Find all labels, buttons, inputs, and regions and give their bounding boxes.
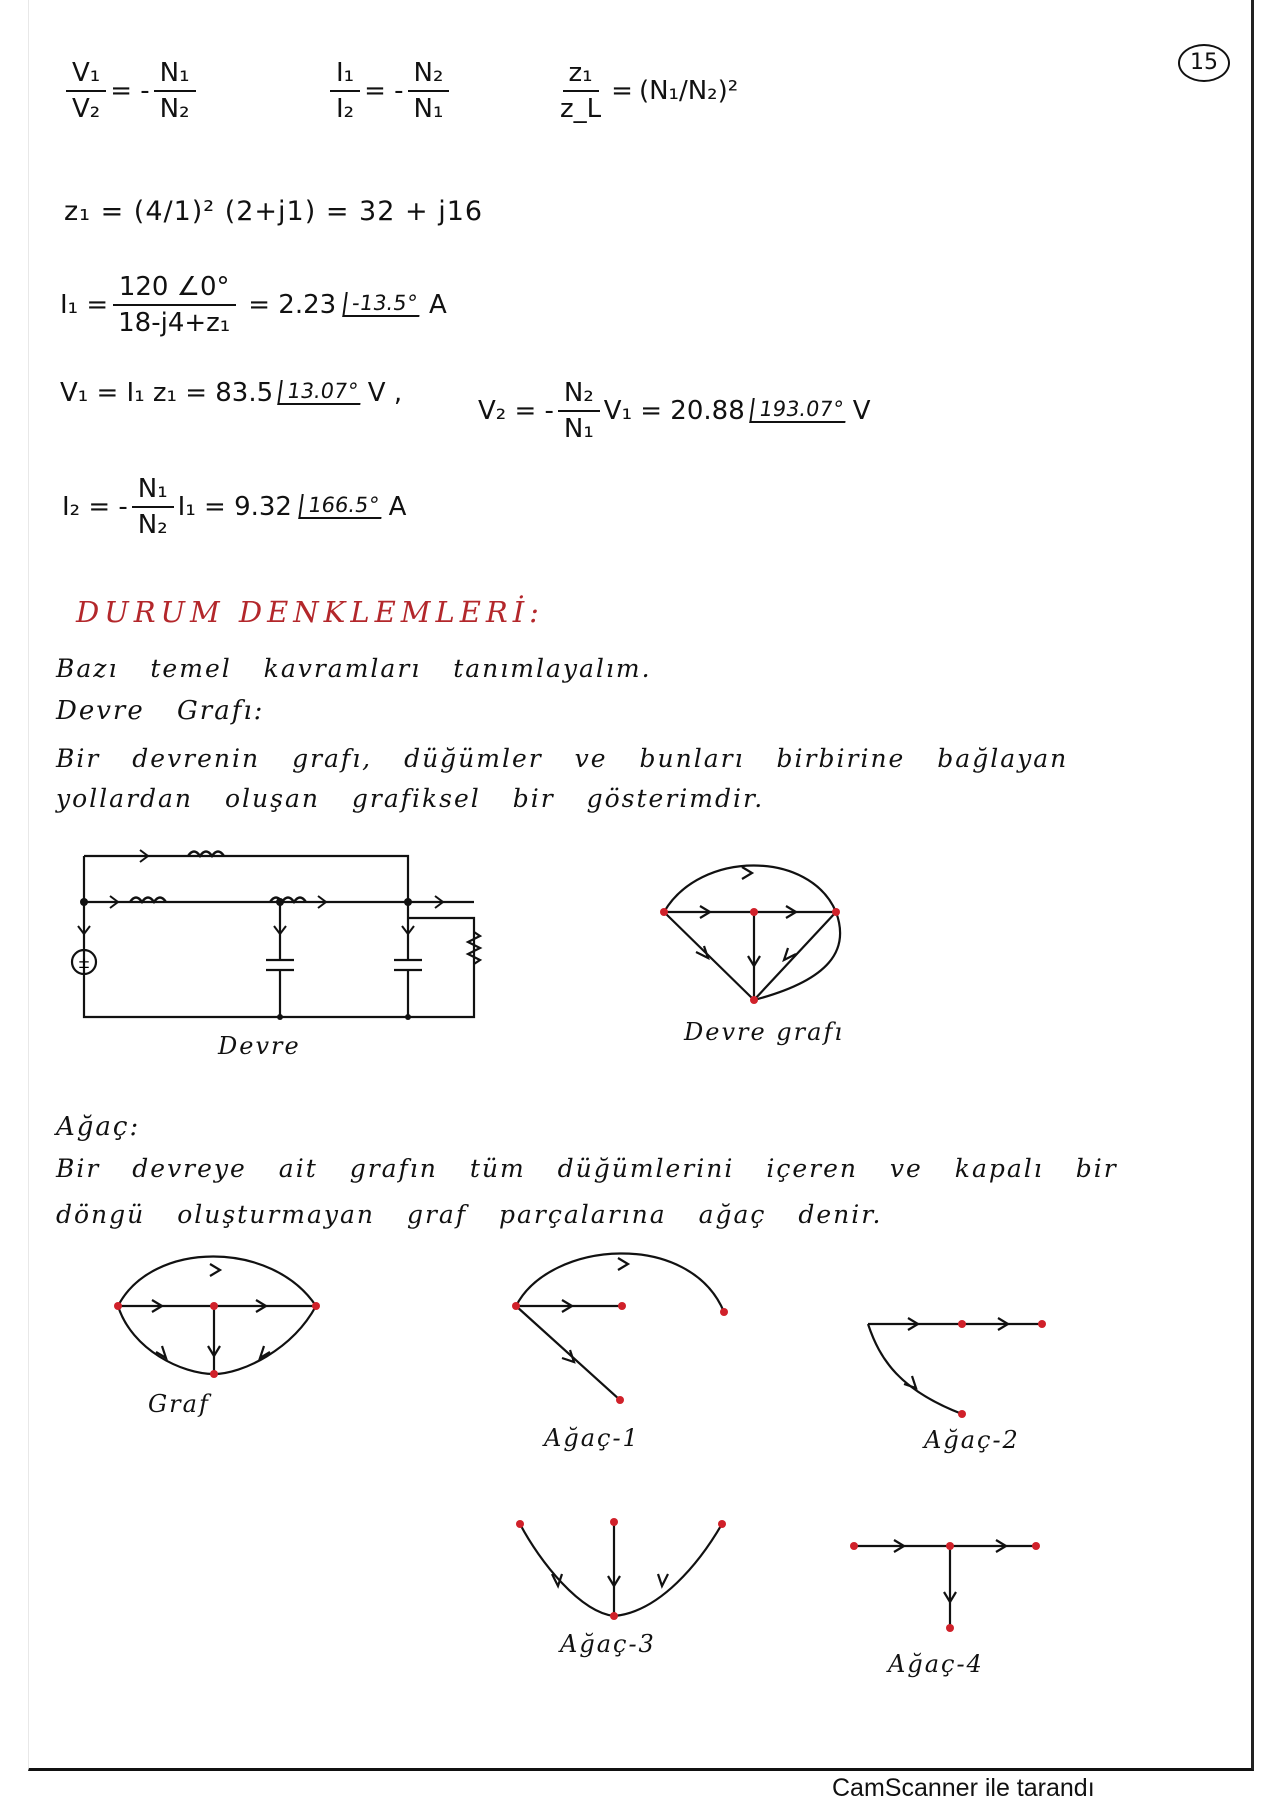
tree-1-diagram: [510, 1250, 740, 1410]
i1-lhs: I₁ =: [60, 290, 109, 320]
i1-num: 120 ∠0°: [113, 272, 236, 306]
caption-circuit-graph: Devre grafı: [684, 1018, 845, 1046]
capacitor-1: [266, 902, 294, 1017]
v2-den: N₁: [563, 414, 594, 444]
caption-tree-4: Ağaç-4: [888, 1650, 984, 1678]
i2-den: N₂: [137, 510, 168, 540]
graph-definition-line1: Bir devrenin grafı, düğümler ve bunları birbirine bağlayan: [56, 744, 1069, 773]
capacitor-2: [394, 902, 422, 1017]
source-symbol: ±: [77, 954, 91, 972]
v2-equation: [478, 378, 871, 444]
graf-diagram: [112, 1250, 322, 1400]
subhead-circuit-graph: Devre Grafı:: [56, 696, 265, 726]
z1-equation: z₁ = (4/1)² (2+j1) = 32 + j16: [64, 196, 484, 227]
caption-circuit: Devre: [218, 1032, 301, 1060]
i1-angle: -13.5°: [342, 292, 422, 317]
circuit-diagram: [70, 842, 490, 1024]
v1-equation: [60, 378, 402, 408]
f1-rhs-num: N₁: [154, 58, 196, 92]
caption-tree-3: Ağaç-3: [560, 1630, 656, 1658]
f3-num: z₁: [563, 58, 599, 92]
v2-num: N₂: [558, 378, 600, 412]
v2-value: V₁ = 20.88: [603, 396, 745, 426]
f3-rhs: (N₁/N₂)²: [638, 76, 739, 106]
caption-tree-1: Ağaç-1: [544, 1424, 640, 1452]
i2-equation: [62, 474, 406, 540]
caption-graf: Graf: [148, 1390, 210, 1418]
v1-unit: V ,: [367, 378, 403, 408]
graph-definition-line2: yollardan oluşan grafiksel bir gösterimdir.: [56, 784, 765, 813]
tree-2-diagram: [860, 1310, 1060, 1430]
v1-text: V₁ = I₁ z₁ = 83.5: [60, 378, 274, 408]
f1-rhs-den: N₂: [159, 94, 190, 124]
tree-3-diagram: [510, 1512, 740, 1632]
caption-tree-2: Ağaç-2: [924, 1426, 1020, 1454]
f1-num: V₁: [66, 58, 106, 92]
page-number: 15: [1178, 44, 1230, 82]
top-wire: [84, 856, 408, 902]
v2-angle: 193.07°: [749, 398, 849, 423]
i1-unit: A: [429, 290, 447, 320]
f2-eq: = -: [364, 76, 404, 106]
v1-angle: 13.07°: [277, 380, 363, 405]
f1-eq: = -: [110, 76, 150, 106]
tree-definition-line2: döngü oluşturmayan graf parçalarına ağaç denir.: [56, 1200, 883, 1229]
subhead-tree: Ağaç:: [56, 1112, 141, 1142]
i2-lhs: I₂ = -: [62, 492, 128, 522]
i1-den: 18-j4+z₁: [118, 308, 231, 338]
graph-left-edge: [664, 912, 754, 1000]
i2-value: I₁ = 9.32: [177, 492, 292, 522]
f2-rhs-den: N₁: [413, 94, 444, 124]
f2-num: I₁: [330, 58, 360, 92]
formula-current-ratio: [326, 58, 453, 124]
f2-rhs-num: N₂: [408, 58, 450, 92]
formula-impedance-ratio: [550, 58, 738, 124]
section-title: DURUM DENKLEMLERİ:: [76, 595, 544, 629]
f3-den: z_L: [560, 94, 602, 124]
f3-eq: =: [611, 76, 633, 106]
i2-angle: 166.5°: [298, 494, 384, 519]
formula-voltage-ratio: [62, 58, 200, 124]
i1-value: = 2.23: [248, 290, 337, 320]
f2-den: I₂: [336, 94, 355, 124]
v2-lhs: V₂ = -: [478, 396, 554, 426]
tree-4-diagram: [850, 1532, 1050, 1642]
i2-unit: A: [388, 492, 407, 522]
tree-definition-line1: Bir devreye ait grafın tüm düğümlerini içeren ve kapalı bir: [56, 1154, 1118, 1183]
v2-unit: V: [852, 396, 871, 426]
i2-num: N₁: [132, 474, 174, 508]
scanner-footer: CamScanner ile tarandı: [832, 1774, 1095, 1802]
f1-den: V₂: [72, 94, 101, 124]
circuit-graph: [660, 860, 860, 1010]
intro-text: Bazı temel kavramları tanımlayalım.: [56, 654, 652, 683]
i1-equation: [60, 272, 447, 338]
